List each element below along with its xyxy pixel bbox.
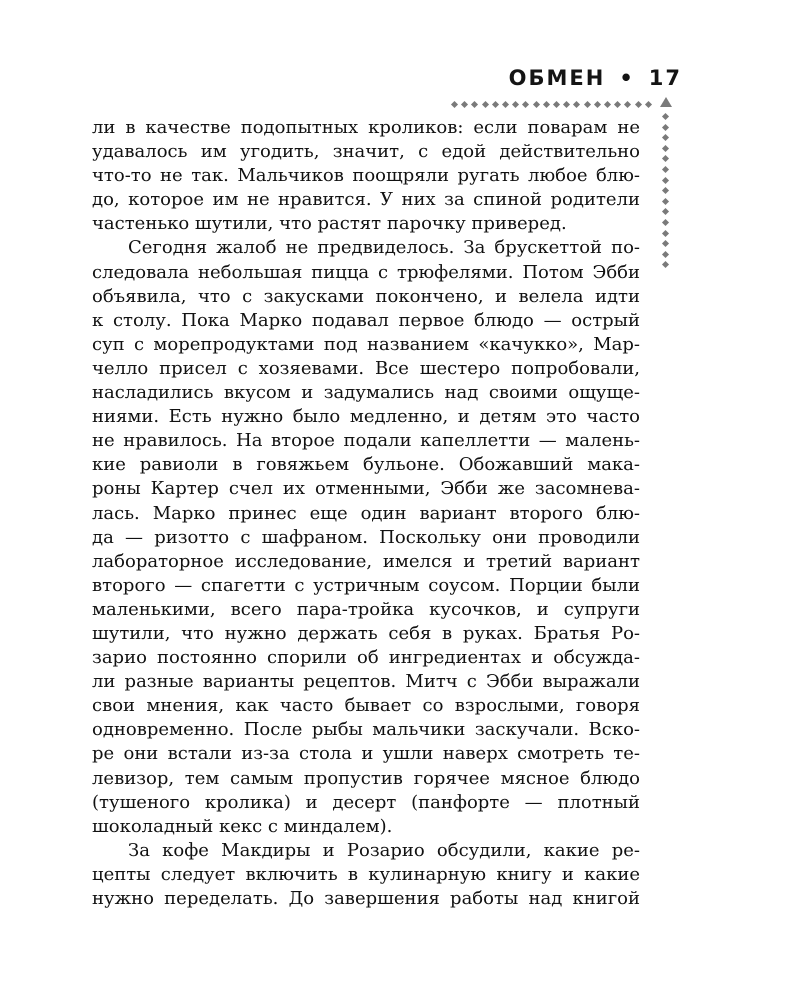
- text-line: ли разные варианты рецептов. Митч с Эбби выражали: [92, 671, 640, 693]
- text-line: (тушеного кролика) и десерт (панфорте — плотный: [92, 791, 640, 813]
- text-line: суп с морепродуктами под названием «качукко», Мар-: [92, 333, 640, 355]
- text-line: следовала небольшая пицца с трюфелями. Потом Эбби: [92, 261, 640, 283]
- diamond-dot-icon: [662, 240, 669, 247]
- diamond-dot-icon: [662, 145, 669, 152]
- text-line: шоколадный кекс с миндалем).: [92, 815, 393, 837]
- text-line: одновременно. После рыбы мальчики заскучали. Вско-: [92, 719, 640, 741]
- text-line: не нравилось. На второе подали капеллетти — малень-: [92, 430, 640, 452]
- text-line: лабораторное исследование, имелся и третий вариант: [92, 550, 640, 572]
- text-line: нужно переделать. До завершения работы над книгой: [92, 888, 640, 909]
- diamond-dot-icon: [662, 187, 669, 194]
- text-line: второго — спагетти с устричным соусом. Порции были: [92, 574, 640, 596]
- page-number: 17: [648, 66, 682, 90]
- body-text: [92, 116, 640, 911]
- diamond-dot-icon: [662, 219, 669, 226]
- diamond-dot-icon: [662, 208, 669, 215]
- diamond-dot-icon: [543, 101, 550, 108]
- text-line: кие равиоли в говяжьем бульоне. Обожавший мака-: [92, 454, 640, 476]
- diamond-dot-icon: [492, 101, 499, 108]
- diamond-dot-icon: [522, 101, 529, 108]
- header-bullet: •: [619, 66, 635, 90]
- text-line: к столу. Пока Марко подавал первое блюдо — острый: [92, 309, 640, 331]
- text-line: цепты следует включить в кулинарную книгу и какие: [92, 863, 640, 885]
- text-line: да — ризотто с шафраном. Поскольку они проводили: [92, 526, 640, 548]
- diamond-dot-icon: [645, 101, 652, 108]
- text-line: За кофе Макдиры и Розарио обсудили, какие ре-: [128, 839, 640, 861]
- diamond-dot-icon: [662, 198, 669, 205]
- text-line: маленькими, всего пара-тройка кусочков, и супруги: [92, 598, 640, 620]
- text-line: челло присел с хозяевами. Все шестеро попробовали,: [92, 357, 640, 379]
- text-line: зарио постоянно спорили об ингредиентах и обсужда-: [92, 647, 640, 669]
- text-line: Сегодня жалоб не предвиделось. За брускеттой по-: [128, 237, 640, 259]
- running-head: [509, 66, 682, 90]
- diamond-dot-icon: [584, 101, 591, 108]
- diamond-dot-icon: [573, 101, 580, 108]
- chapter-title: ОБМЕН: [508, 66, 606, 90]
- diamond-dot-icon: [662, 134, 669, 141]
- diamond-dot-icon: [563, 101, 570, 108]
- dotted-border-horizontal: [452, 100, 662, 110]
- diamond-dot-icon: [471, 101, 478, 108]
- diamond-dot-icon: [512, 101, 519, 108]
- diamond-dot-icon: [553, 101, 560, 108]
- diamond-dot-icon: [635, 101, 642, 108]
- text-line: удавалось им угодить, значит, с едой действительно: [92, 141, 640, 163]
- diamond-dot-icon: [662, 177, 669, 184]
- diamond-dot-icon: [604, 101, 611, 108]
- diamond-dot-icon: [662, 166, 669, 173]
- text-line: частенько шутили, что растят парочку приверед.: [92, 213, 567, 235]
- text-line: левизор, тем самым пропустив горячее мясное блюдо: [92, 767, 640, 789]
- text-line: до, которое им не нравится. У них за спиной родители: [92, 189, 640, 211]
- diamond-dot-icon: [502, 101, 509, 108]
- text-line: ли в качестве подопытных кроликов: если поварам не: [92, 117, 640, 138]
- diamond-dot-icon: [662, 251, 669, 258]
- diamond-dot-icon: [533, 101, 540, 108]
- diamond-dot-icon: [662, 261, 669, 268]
- text-line: объявила, что с закусками покончено, и велела идти: [92, 285, 640, 307]
- diamond-dot-icon: [662, 113, 669, 120]
- text-line: роны Картер счел их отменными, Эбби же засомнева-: [92, 478, 640, 500]
- diamond-dot-icon: [614, 101, 621, 108]
- text-line: свои мнения, как часто бывает со взрослыми, говоря: [92, 695, 640, 717]
- diamond-dot-icon: [482, 101, 489, 108]
- diamond-dot-icon: [461, 101, 468, 108]
- text-line: ниями. Есть нужно было медленно, и детям это часто: [92, 406, 640, 428]
- diamond-dot-icon: [662, 124, 669, 131]
- text-line: лась. Марко принес еще один вариант второго блю-: [92, 502, 640, 524]
- text-line: шутили, что нужно держать себя в руках. Братья Ро-: [92, 622, 640, 644]
- text-line: ре они встали из-за стола и ушли наверх смотреть те-: [92, 743, 640, 765]
- diamond-dot-icon: [594, 101, 601, 108]
- dotted-border-vertical: [661, 114, 671, 276]
- text-line: что-то не так. Мальчиков поощряли ругать любое блю-: [92, 165, 640, 187]
- diamond-dot-icon: [624, 101, 631, 108]
- diamond-dot-icon: [451, 101, 458, 108]
- diamond-dot-icon: [662, 230, 669, 237]
- text-line: насладились вкусом и задумались над своими ощуще-: [92, 382, 640, 404]
- diamond-dot-icon: [662, 155, 669, 162]
